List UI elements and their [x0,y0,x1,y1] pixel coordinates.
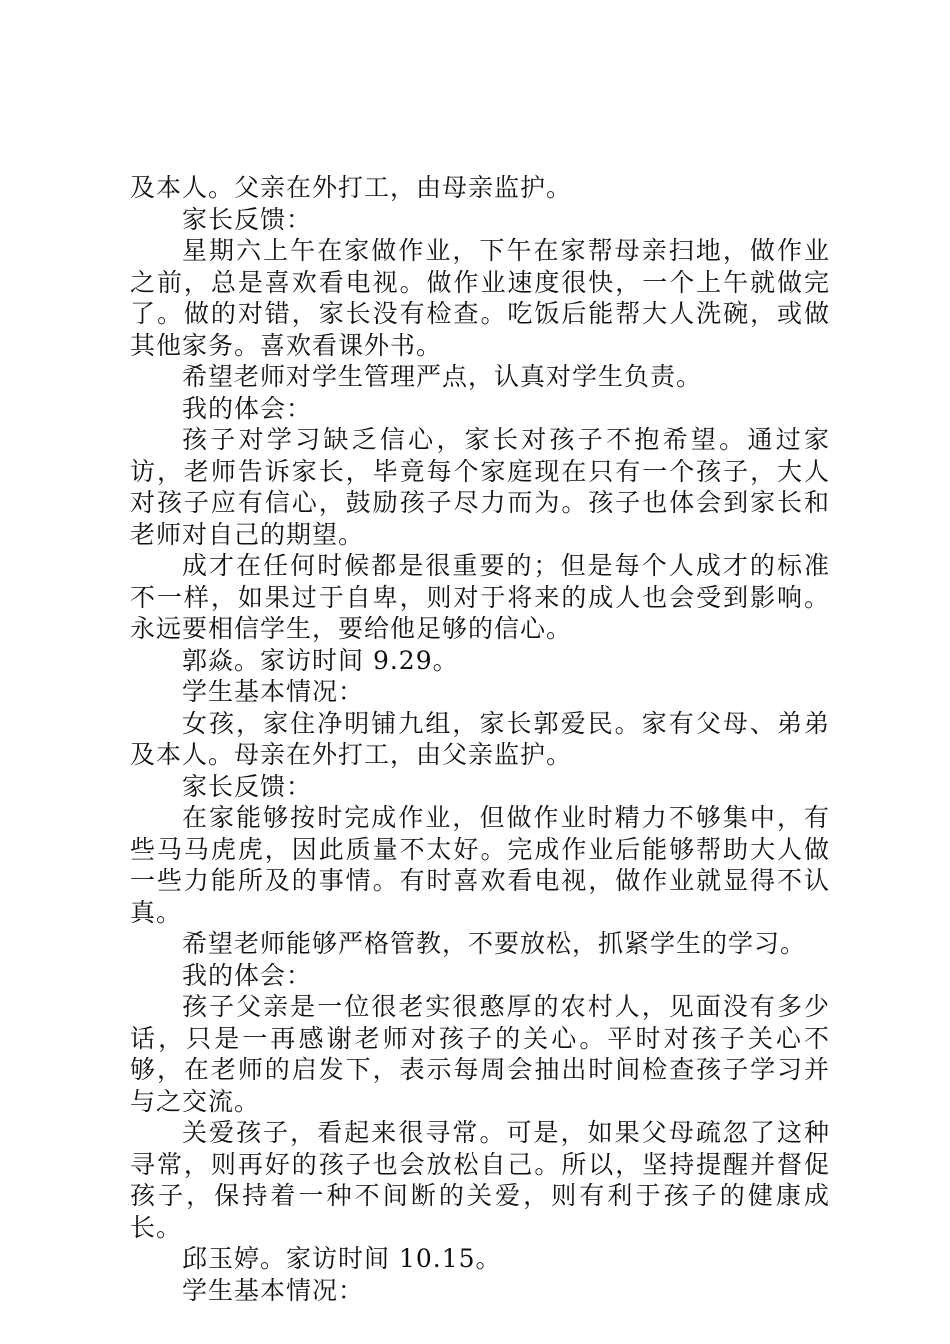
document-body [130,172,830,1306]
paragraph-feedback: 星期六上午在家做作业，下午在家帮母亲扫地，做作业之前，总是喜欢看电视。做作业速度很快，一个上午就做完了。做的对错，家长没有检查。吃饭后能帮大人洗碗，或做其他家务。喜欢看课外书。 [130,236,830,360]
heading-parent-feedback: 家长反馈： [182,204,313,234]
paragraph-basic-info: 女孩，家住净明铺九组，家长郭爱民。家有父母、弟弟及本人。母亲在外打工，由父亲监护。 [130,708,830,769]
paragraph-parent-hope: 希望老师能够严格管教，不要放松，抓紧学生的学习。 [182,929,807,958]
paragraph-reflection: 成才在任何时候都是很重要的；但是每个人成才的标准不一样，如果过于自卑，则对于将来的成人也会受到影响。永远要相信学生，要给他足够的信心。 [130,551,830,643]
heading-my-reflection: 我的体会： [182,393,313,423]
paragraph-reflection: 孩子父亲是一位很老实很憨厚的农村人，见面没有多少话，只是一再感谢老师对孩子的关心。平时对孩子关心不够，在老师的启发下，表示每周会抽出时间检查孩子学习并与之交流。 [130,992,830,1116]
heading-student-visit: 郭焱。家访时间 9.29。 [182,645,459,675]
paragraph-continuation: 及本人。父亲在外打工，由母亲监护。 [130,173,573,202]
heading-student-visit: 邱玉婷。家访时间 10.15。 [182,1244,502,1273]
paragraph-reflection: 孩子对学习缺乏信心，家长对孩子不抱希望。通过家访，老师告诉家长，毕竟每个家庭现在只有一个孩子，大人对孩子应有信心，鼓励孩子尽力而为。孩子也体会到家长和老师对自己的期望。 [130,425,830,549]
paragraph-parent-hope: 希望老师对学生管理严点，认真对学生负责。 [182,362,703,391]
paragraph-feedback: 在家能够按时完成作业，但做作业时精力不够集中，有些马马虎虎，因此质量不太好。完成作业后能够帮助大人做一些力能所及的事情。有时喜欢看电视，做作业就显得不认真。 [130,803,830,927]
heading-my-reflection: 我的体会： [182,960,313,990]
paragraph-reflection: 关爱孩子，看起来很寻常。可是，如果父母疏忽了这种寻常，则再好的孩子也会放松自己。所以，坚持提醒并督促孩子，保持着一种不间断的关爱，则有利于孩子的健康成长。 [130,1118,830,1242]
heading-parent-feedback: 家长反馈： [182,771,313,801]
heading-student-basic-info: 学生基本情况： [182,677,365,706]
heading-student-basic-info: 学生基本情况： [182,1275,365,1305]
